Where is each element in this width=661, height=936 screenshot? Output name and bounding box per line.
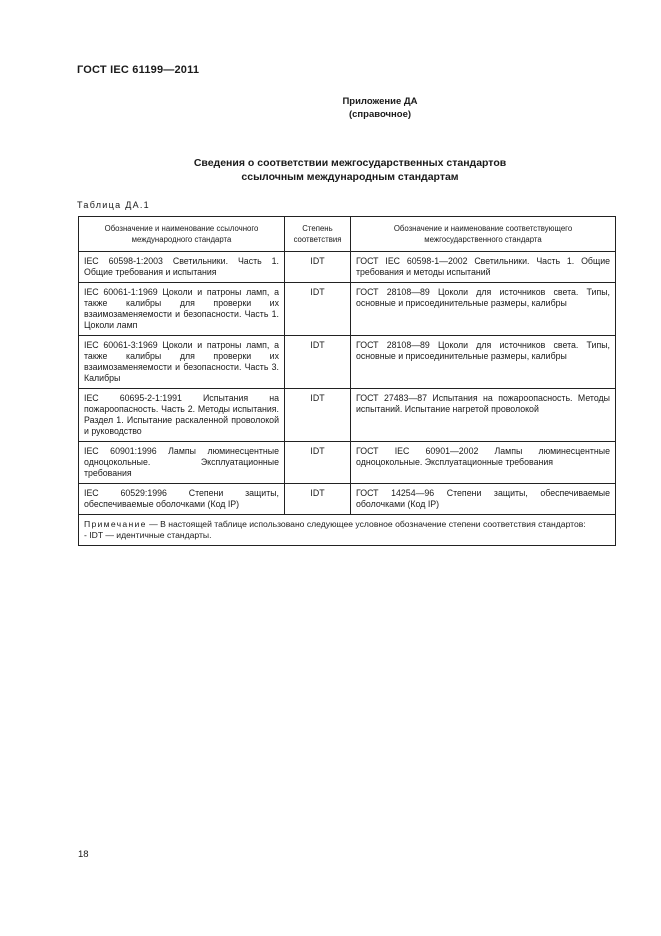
cell-interstate-standard: ГОСТ 28108—89 Цоколи для источников света. Типы, основные и присоединительные размеры, калибры [351,283,616,336]
table-row [79,389,616,442]
cell-international-standard: IEC 60598-1:2003 Светильники. Часть 1. Общие требования и испытания [79,252,285,283]
cell-international-standard: IEC 60061-3:1969 Цоколи и патроны ламп, а также калибры для проверки их взаимозаменяемости и безопасности. Часть 3. Калибры [79,336,285,389]
cell-degree: IDT [285,389,351,442]
note-text [84,519,610,530]
cell-degree: IDT [285,252,351,283]
correspondence-table [78,216,616,546]
section-title-line-2: ссылочным международным стандартам [241,171,459,183]
cell-degree: IDT [285,283,351,336]
cell-degree: IDT [285,484,351,515]
section-title [120,156,580,184]
table-row [79,442,616,484]
note-list-item: - IDT — идентичные стандарты. [84,530,212,540]
note-body: — В настоящей таблице использовано следующее условное обозначение степени соответствия стандартов: [146,519,586,529]
table-row [79,252,616,283]
table-caption: Таблица ДА.1 [77,200,150,210]
table-row [79,484,616,515]
appendix-heading [240,95,520,121]
note-label: Примечание [84,519,147,529]
appendix-subtitle: (справочное) [348,109,412,120]
cell-interstate-standard: ГОСТ 14254—96 Степени защиты, обеспечиваемые оболочками (Код IP) [351,484,616,515]
cell-international-standard: IEC 60529:1996 Степени защиты, обеспечиваемые оболочками (Код IP) [79,484,285,515]
cell-international-standard: IEC 60061-1:1969 Цоколи и патроны ламп, а также калибры для проверки их взаимозаменяемости и безопасности. Часть 1. Цоколи ламп [79,283,285,336]
page-number: 18 [78,849,89,860]
cell-international-standard: IEC 60901:1996 Лампы люминесцентные одноцокольные. Эксплуатационные требования [79,442,285,484]
cell-interstate-standard: ГОСТ 28108—89 Цоколи для источников света. Типы, основные и присоединительные размеры, калибры [351,336,616,389]
header-interstate-standard: Обозначение и наименование соответствующего межгосударственного стандарта [351,217,616,252]
document-code: ГОСТ IEC 61199—2011 [77,64,200,76]
cell-degree: IDT [285,336,351,389]
cell-international-standard: IEC 60695-2-1:1991 Испытания на пожароопасность. Часть 2. Методы испытания. Раздел 1. Испытание раскаленной проволокой и руководство [79,389,285,442]
appendix-title: Приложение ДА [342,96,418,107]
section-title-line-1: Сведения о соответствии межгосударственных стандартов [193,157,507,169]
header-international-standard: Обозначение и наименование ссылочного международного стандарта [79,217,285,252]
cell-interstate-standard: ГОСТ 27483—87 Испытания на пожароопасность. Методы испытаний. Испытание нагретой проволокой [351,389,616,442]
table-note [79,515,616,546]
table-note-row [79,515,616,546]
cell-interstate-standard: ГОСТ IEC 60901—2002 Лампы люминесцентные одноцокольные. Эксплуатационные требования [351,442,616,484]
table-row [79,336,616,389]
header-degree: Степень соответствия [285,217,351,252]
cell-interstate-standard: ГОСТ IEC 60598-1—2002 Светильники. Часть 1. Общие требования и методы испытаний [351,252,616,283]
cell-degree: IDT [285,442,351,484]
table-header-row [79,217,616,252]
table-row [79,283,616,336]
